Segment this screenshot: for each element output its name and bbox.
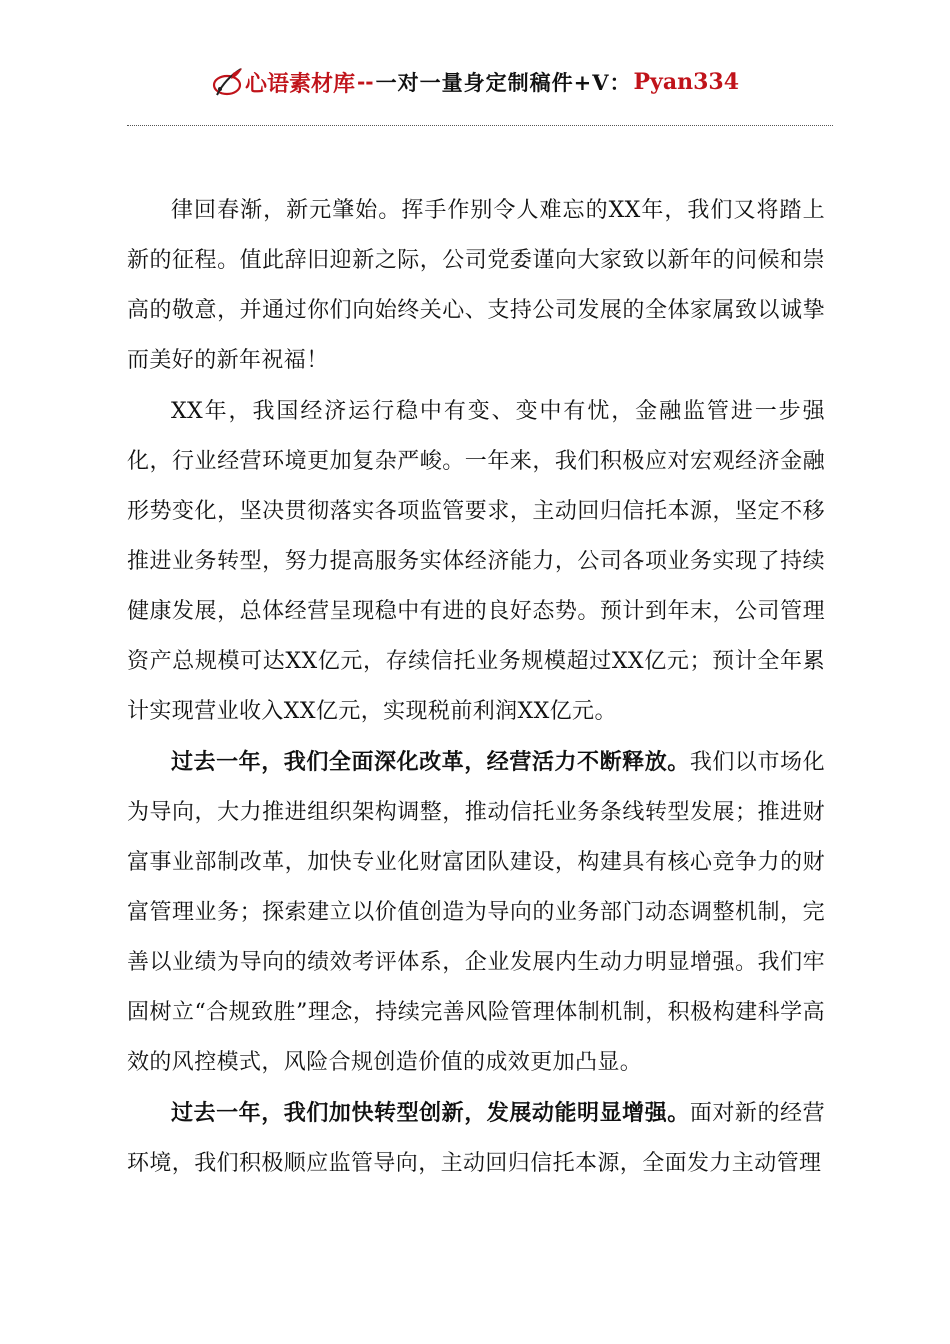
paragraph: 过去一年，我们全面深化改革，经营活力不断释放。我们以市场化为导向，大力推进组织架构调整，推动信托业务条线转型发展；推进财富事业部制改革，加快专业化财富团队建设，构建具有核心竞争力的财富管理业务；探索建立以价值创造为导向的业务部门动态调整机制，完善以业绩为导向的绩效考评体系，企业发展内生动力明显增强。我们牢固树立“合规致胜”理念，持续完善风险管理体制机制，积极构建科学高效的风控模式，风险合规创造价值的成效更加凸显。 [127,749,825,1075]
header-contact: Pyan334 [633,69,739,95]
paragraph-lead: 过去一年，我们加快转型创新，发展动能明显增强。 [171,1100,690,1126]
paragraph: XX年，我国经济运行稳中有变、变中有忧，金融监管进一步强化，行业经营环境更加复杂严峻。一年来，我们积极应对宏观经济金融形势变化，坚决贯彻落实各项监管要求，主动回归信托本源，坚定不移推进业务转型，努力提高服务实体经济能力，公司各项业务实现了持续健康发展，总体经营呈现稳中有进的良好态势。预计到年末，公司管理资产总规模可达XX亿元，存续信托业务规模超过XX亿元；预计全年累计实现营业收入XX亿元，实现税前利润XX亿元。 [127,399,825,724]
header-separator: -- [357,70,374,94]
paragraph: 律回春渐，新元肇始。挥手作别令人难忘的XX年，我们又将踏上新的征程。值此辞旧迎新之际，公司党委谨向大家致以新年的问候和崇高的敬意，并通过你们向始终关心、支持公司发展的全体家属致以诚挚而美好的新年祝福！ [127,198,825,373]
paragraph-lead: 过去一年，我们全面深化改革，经营活力不断释放。 [171,749,690,775]
paragraph: 过去一年，我们加快转型创新，发展动能明显增强。面对新的经营环境，我们积极顺应监管导向，主动回归信托本源，全面发力主动管理 [127,1100,825,1176]
brand-name: 心语素材库 [244,71,355,97]
header-divider [127,125,833,126]
document-body [127,185,825,1189]
quill-logo-icon [211,65,245,99]
header-slogan: 一对一量身定制稿件+V： [375,70,632,95]
brand-logo [211,65,355,99]
page-header [0,62,950,102]
